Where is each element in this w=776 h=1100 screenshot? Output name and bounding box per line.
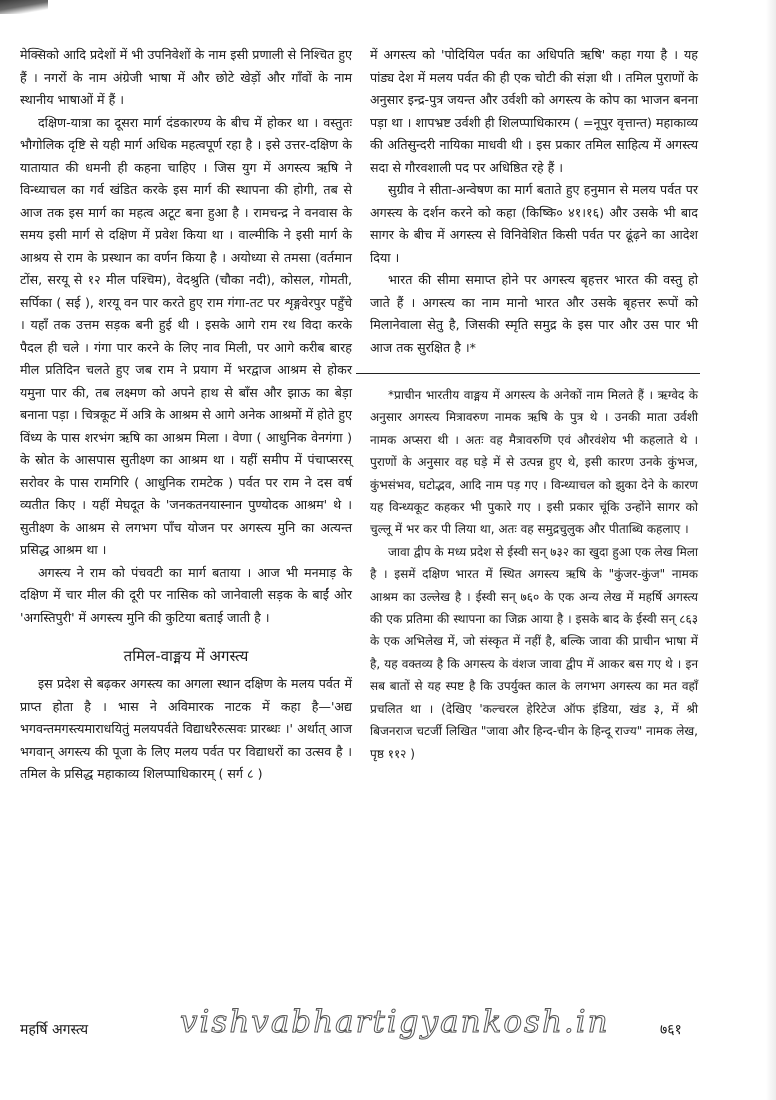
watermark: vishvabhartigyankosh.in (180, 1004, 610, 1040)
paragraph: इस प्रदेश से बढ़कर अगस्त्य का अगला स्थान दक्षिण के मलय पर्वत में प्राप्त होता है । भास ने अविमारक नाटक में कहा है—'अद्य भगवन्तमगस्त्यमाराधयितुं मलयपर्वते विद्याधरैरुत्सवः प्रारब्धः ।' अर्थात् आज भगवान् अगस्त्य की पूजा के लिए मलय पर्वत पर विद्याधरों का उत्सव है । तमिल के प्रसिद्ध महाकाव्य शिलप्पाधिकारम् ( सर्ग ८ ) (20, 676, 352, 781)
footnote-separator (356, 373, 700, 374)
page-number: ७६१ (660, 1022, 682, 1038)
page-corner-shadow (0, 0, 48, 14)
page-edge-shading (766, 0, 776, 1100)
paragraph: भारत की सीमा समाप्त होने पर अगस्त्य बृहत्तर भारत की वस्तु हो जाते हैं । अगस्त्य का नाम मानो भारत और उसके बृहत्तर रूपों को मिलानेवाला सेतु है, जिसकी स्मृति समुद्र के इस पार और उस पार भी आज तक सुरक्षित है ।* (370, 272, 698, 355)
right-column (370, 44, 698, 765)
running-title: महर्षि अगस्त्य (20, 1022, 89, 1038)
paragraph: दक्षिण-यात्रा का दूसरा मार्ग दंडकारण्य के बीच में होकर था । वस्तुतः भौगोलिक दृष्टि से यही मार्ग अधिक महत्वपूर्ण रहा है । इसे उत्तर-दक्षिण के यातायात की धमनी ही कहना चाहिए । जिस युग में अगस्त्य ऋषि ने विन्ध्याचल का गर्व खंडित करके इस मार्ग की स्थापना की होगी, तब से आज तक इस मार्ग का महत्व अटूट बना हुआ है । रामचन्द्र ने वनवास के समय इसी मार्ग से दक्षिण में प्रवेश किया था । वाल्मीकि ने इसी मार्ग के आश्रय से राम के प्रस्थान का वर्णन किया है । अयोध्या से तमसा (वर्तमान टोंस, सरयू से १२ मील पश्चिम), वेदश्रुति (चौका नदी), कोसल, गोमती, सर्पिका ( सई ), शरयू वन पार करते हुए राम गंगा-तट पर शृङ्गवेरपुर पहुँचे । यहाँ तक उत्तम सड़क बनी हुई थी । इसके आगे राम रथ विदा करके पैदल ही चले । गंगा पार करने के लिए नाव मिली, पर आगे करीब बारह मील प्रतिदिन चलते हुए जब राम ने प्रयाग में भरद्वाज आश्रम से होकर यमुना पार की, तब लक्ष्मण को अपने हाथ से बाँस और झाऊ का बेड़ा बनाना पड़ा । चित्रकूट में अत्रि के आश्रम से आगे अनेक आश्रमों में होते हुए विंध्य के पास शरभंग ऋषि का आश्रम मिला । वेणा ( आधुनिक वेनगंगा ) के स्रोत के आसपास सुतीक्ष्ण का आश्रम था । यहीं समीप में पंचाप्सरस् सरोवर के पास रामगिरि ( आधुनिक रामटेक ) पर्वत पर राम ने दस वर्ष व्यतीत किए । यहीं मेघदूत के 'जनकतनयास्नान पुण्योदक आश्रम' थे । सुतीक्ष्ण के आश्रम से लगभग पाँच योजन पर अगस्त्य मुनि का अत्यन्त प्रसिद्ध आश्रम था । (20, 114, 352, 557)
footnote: जावा द्वीप के मध्य प्रदेश से ईस्वी सन् ७३२ का खुदा हुआ एक लेख मिला है । इसमें दक्षिण भारत में स्थित अगस्त्य ऋषि के "कुंजर-कुंज" नामक आश्रम का उल्लेख है । ईस्वी सन् ७६० के एक अन्य लेख में महर्षि अगस्त्य की एक प्रतिमा की स्थापना का जिक्र आया है । इसके बाद के ईस्वी सन् ८६३ के एक अभिलेख में, जो संस्कृत में नहीं है, बल्कि जावा की प्राचीन भाषा में है, यह वक्तव्य है कि अगस्त्य के वंशज जावा द्वीप में आकर बस गए थे । इन सब बातों से यह स्पष्ट है कि उपर्युक्त काल के लगभग अगस्त्य का मत वहाँ प्रचलित था । (देखिए 'कल्चरल हेरिटेज ऑफ इंडिया, खंड ३, में श्री बिजनराज चटर्जी लिखित "जावा और हिन्द-चीन के हिन्दू राज्य" नामक लेख, पृष्ठ ११२ ) (370, 544, 698, 761)
paragraph: में अगस्त्य को 'पोदियिल पर्वत का अधिपति ऋषि' कहा गया है । यह पांड्य देश में मलय पर्वत की ही एक चोटी की संज्ञा थी । तमिल पुराणों के अनुसार इन्द्र-पुत्र जयन्त और उर्वशी को अगस्त्य के कोप का भाजन बनना पड़ा था । शापभ्रष्ट उर्वशी ही शिलप्पाधिकारम ( =नूपुर वृत्तान्त) महाकाव्य की अतिसुन्दरी नायिका माधवी थी । इस प्रकार तमिल साहित्य में अगस्त्य सदा से गौरवशाली पद पर अधिष्ठित रहे हैं । (370, 47, 698, 175)
footnote: *प्राचीन भारतीय वाङ्मय में अगस्त्य के अनेकों नाम मिलते हैं । ऋग्वेद के अनुसार अगस्त्य मित्रावरुण नामक ऋषि के पुत्र थे । उनकी माता उर्वशी नामक अप्सरा थी । अतः वह मैत्रावरुणि एवं औरवंशेय भी कहलाते थे । पुराणों के अनुसार वह घड़े में से उत्पन्न हुए थे, इसी कारण उनके कुंभज, कुंभसंभव, घटोद्भव, आदि नाम पड़ गए । विन्ध्याचल को झुका देने के कारण यह विन्ध्यकूट कहकर भी पुकारे गए । इसी प्रकार चूंकि उन्होंने सागर को चुल्लू में भर कर पी लिया था, अतः वह समुद्रचुलुक और पीताब्धि कहलाए । (370, 388, 698, 537)
paragraph: अगस्त्य ने राम को पंचवटी का मार्ग बताया । आज भी मनमाड़ के दक्षिण में चार मील की दूरी पर नासिक को जानेवाली सड़क के बाईं ओर 'अगस्तिपुरी' में अगस्त्य मुनि की कुटिया बताई जाती है । (20, 564, 352, 625)
paragraph: सुग्रीव ने सीता-अन्वेषण का मार्ग बताते हुए हनुमान से मलय पर्वत पर अगस्त्य के दर्शन करने को कहा (किष्कि० ४१।१६) और उसके भी बाद सागर के बीच में अगस्त्य से विनिवेशित किसी पर्वत पर ढूंढ़ने का आदेश दिया । (370, 182, 698, 265)
left-column (20, 44, 352, 786)
paragraph: मेक्सिको आदि प्रदेशों में भी उपनिवेशों के नाम इसी प्रणाली से निश्चित हुए हैं । नगरों के नाम अंग्रेजी भाषा में और छोटे खेड़ों और गाँवों के नाम स्थानीय भाषाओं में हैं । (20, 47, 352, 107)
section-heading: तमिल-वाङ्मय में अगस्त्य (123, 647, 249, 665)
